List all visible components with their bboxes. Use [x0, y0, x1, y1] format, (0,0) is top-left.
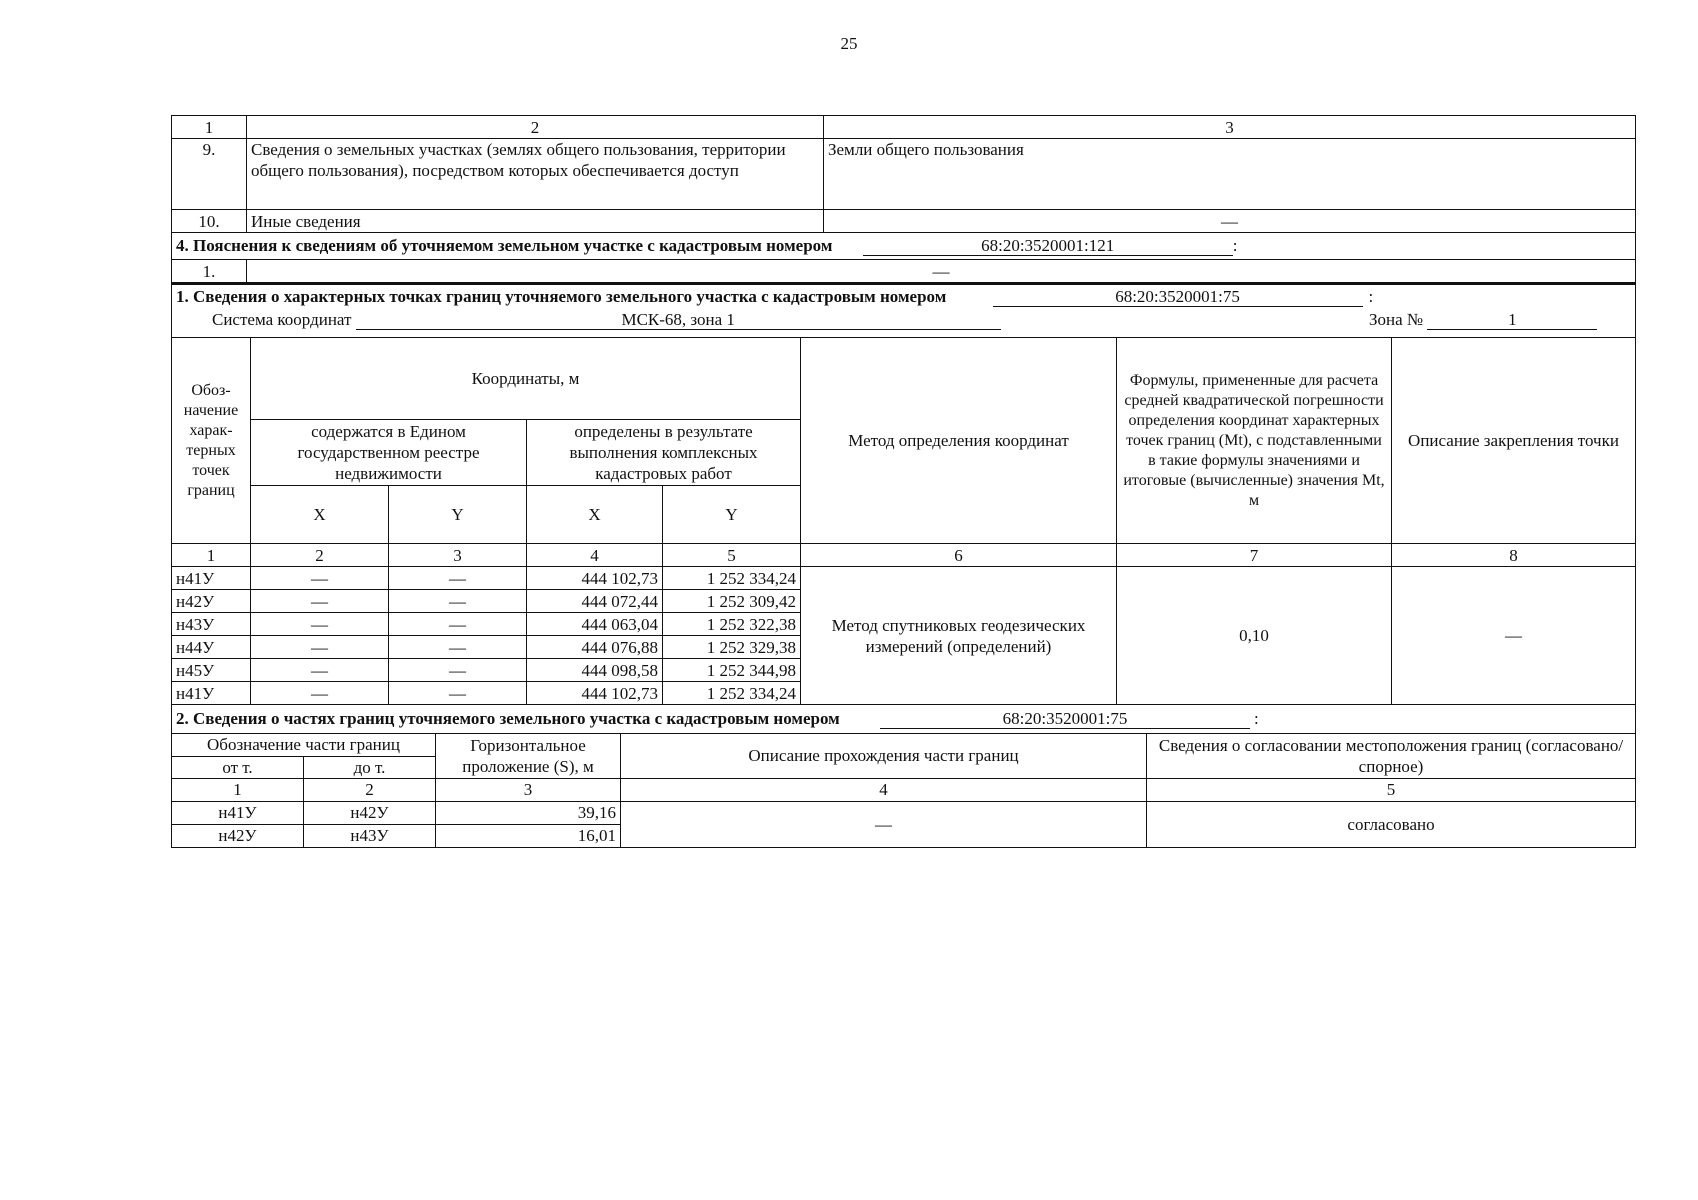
column-number: 1 — [172, 544, 251, 567]
section4-suffix: : — [1232, 236, 1238, 255]
section1-title-row — [172, 284, 1636, 338]
point-y-egrn: — — [389, 567, 527, 590]
section4-title: 4. Пояснения к сведениям об уточняемом земельном участке с кадастровым номером — [176, 236, 833, 255]
section2-title: 2. Сведения о частях границ уточняемого земельного участка с кадастровым номером — [176, 709, 840, 728]
part-to: н42У — [304, 801, 436, 824]
method-value: Метод спутниковых геодезических измерений (определений) — [801, 567, 1117, 705]
row-value: — — [247, 259, 1636, 283]
point-y: 1 252 309,42 — [663, 590, 801, 613]
y-egrn-header: Y — [389, 486, 527, 544]
point-x: 444 063,04 — [527, 613, 663, 636]
section4-cadastral-number: 68:20:3520001:121 — [863, 235, 1233, 256]
section2-cadastral-number: 68:20:3520001:75 — [880, 708, 1250, 729]
column-number: 7 — [1117, 544, 1392, 567]
column-number: 3 — [436, 778, 621, 801]
part-to: н43У — [304, 824, 436, 847]
column-number: 5 — [1147, 778, 1636, 801]
fixing-value: — — [1392, 567, 1636, 705]
point-y: 1 252 329,38 — [663, 636, 801, 659]
zone-value: 1 — [1427, 309, 1597, 330]
point-name: н44У — [172, 636, 251, 659]
description-header: Описание прохождения части границ — [621, 733, 1147, 778]
column-number: 5 — [663, 544, 801, 567]
point-x: 444 072,44 — [527, 590, 663, 613]
point-x: 444 098,58 — [527, 659, 663, 682]
point-y-egrn: — — [389, 659, 527, 682]
point-y-egrn: — — [389, 682, 527, 705]
point-y-egrn: — — [389, 590, 527, 613]
row-value: Земли общего пользования — [824, 139, 1636, 210]
part-length: 39,16 — [436, 801, 621, 824]
column-number: 2 — [251, 544, 389, 567]
table-row — [172, 801, 1636, 824]
section2-suffix: : — [1254, 709, 1259, 728]
point-name: н45У — [172, 659, 251, 682]
part-from: н41У — [172, 801, 304, 824]
point-y: 1 252 334,24 — [663, 682, 801, 705]
general-info-table — [171, 115, 1636, 233]
row-name: Иные сведения — [247, 210, 824, 233]
column-number: 2 — [304, 778, 436, 801]
part-from: н42У — [172, 824, 304, 847]
coord-system-value: МСК-68, зона 1 — [356, 309, 1001, 330]
x-defined-header: X — [527, 486, 663, 544]
row-number: 10. — [172, 210, 247, 233]
formulas-header: Формулы, примененные для расчета средней квадратической погрешности определения координат характерных точек границ (Mt), с подставленными в такие формулы значениями и итоговые (вычисленные) значения Mt, м — [1117, 338, 1392, 544]
section1-title: 1. Сведения о характерных точках границ уточняемого земельного участка с кадастровым номером — [176, 287, 947, 306]
point-y: 1 252 334,24 — [663, 567, 801, 590]
point-y-egrn: — — [389, 613, 527, 636]
row-name: Сведения о земельных участках (землях общего пользования, территории общего пользования), посредством которых обеспечивается доступ — [247, 139, 824, 210]
column-number: 4 — [621, 778, 1147, 801]
column-number: 6 — [801, 544, 1117, 567]
x-egrn-header: X — [251, 486, 389, 544]
section2-table — [171, 704, 1636, 848]
point-name: н41У — [172, 682, 251, 705]
point-y: 1 252 344,98 — [663, 659, 801, 682]
egrn-header: содержатся в Едином государственном реестре недвижимости — [251, 420, 527, 486]
section4-table — [171, 232, 1636, 284]
y-defined-header: Y — [663, 486, 801, 544]
point-x-egrn: — — [251, 590, 389, 613]
column-number: 1 — [172, 778, 304, 801]
horizontal-header: Горизонтальное проложение (S), м — [436, 733, 621, 778]
agreement-header: Сведения о согласовании местоположения границ (согласовано/спорное) — [1147, 733, 1636, 778]
to-header: до т. — [304, 756, 436, 778]
point-name: н43У — [172, 613, 251, 636]
coord-system-label: Система координат — [212, 310, 352, 329]
header-cell: 2 — [247, 116, 824, 139]
section2-title-row — [172, 704, 1636, 733]
agreement-value: согласовано — [1147, 801, 1636, 847]
section1-suffix: : — [1368, 287, 1374, 306]
fixing-header: Описание закрепления точки — [1392, 338, 1636, 544]
section4-title-row — [172, 232, 1636, 259]
row-value: — — [824, 210, 1636, 233]
method-header: Метод определения координат — [801, 338, 1117, 544]
row-number: 9. — [172, 139, 247, 210]
defined-header: определены в результате выполнения комплексных кадастровых работ — [527, 420, 801, 486]
row-number: 1. — [172, 259, 247, 283]
description-value: — — [621, 801, 1147, 847]
header-cell: 1 — [172, 116, 247, 139]
table-row — [172, 567, 1636, 590]
point-y: 1 252 322,38 — [663, 613, 801, 636]
point-name: н42У — [172, 590, 251, 613]
from-header: от т. — [172, 756, 304, 778]
column-number: 4 — [527, 544, 663, 567]
point-x-egrn: — — [251, 567, 389, 590]
section1-cadastral-number: 68:20:3520001:75 — [993, 286, 1363, 307]
point-x-egrn: — — [251, 613, 389, 636]
page-number: 25 — [840, 34, 858, 53]
document-body — [171, 115, 1636, 848]
column-number: 3 — [389, 544, 527, 567]
zone-label: Зона № — [1368, 310, 1424, 329]
column-number: 8 — [1392, 544, 1636, 567]
point-x-egrn: — — [251, 636, 389, 659]
coordinates-header: Координаты, м — [251, 338, 801, 420]
part-length: 16,01 — [436, 824, 621, 847]
point-name: н41У — [172, 567, 251, 590]
point-x: 444 076,88 — [527, 636, 663, 659]
point-y-egrn: — — [389, 636, 527, 659]
header-cell: 3 — [824, 116, 1636, 139]
point-x: 444 102,73 — [527, 567, 663, 590]
point-x: 444 102,73 — [527, 682, 663, 705]
designation-header: Обоз-начение харак-терных точек границ — [172, 338, 251, 544]
mt-value: 0,10 — [1117, 567, 1392, 705]
point-x-egrn: — — [251, 682, 389, 705]
point-x-egrn: — — [251, 659, 389, 682]
section1-table — [171, 282, 1636, 705]
designation-header: Обозначение части границ — [172, 733, 436, 756]
